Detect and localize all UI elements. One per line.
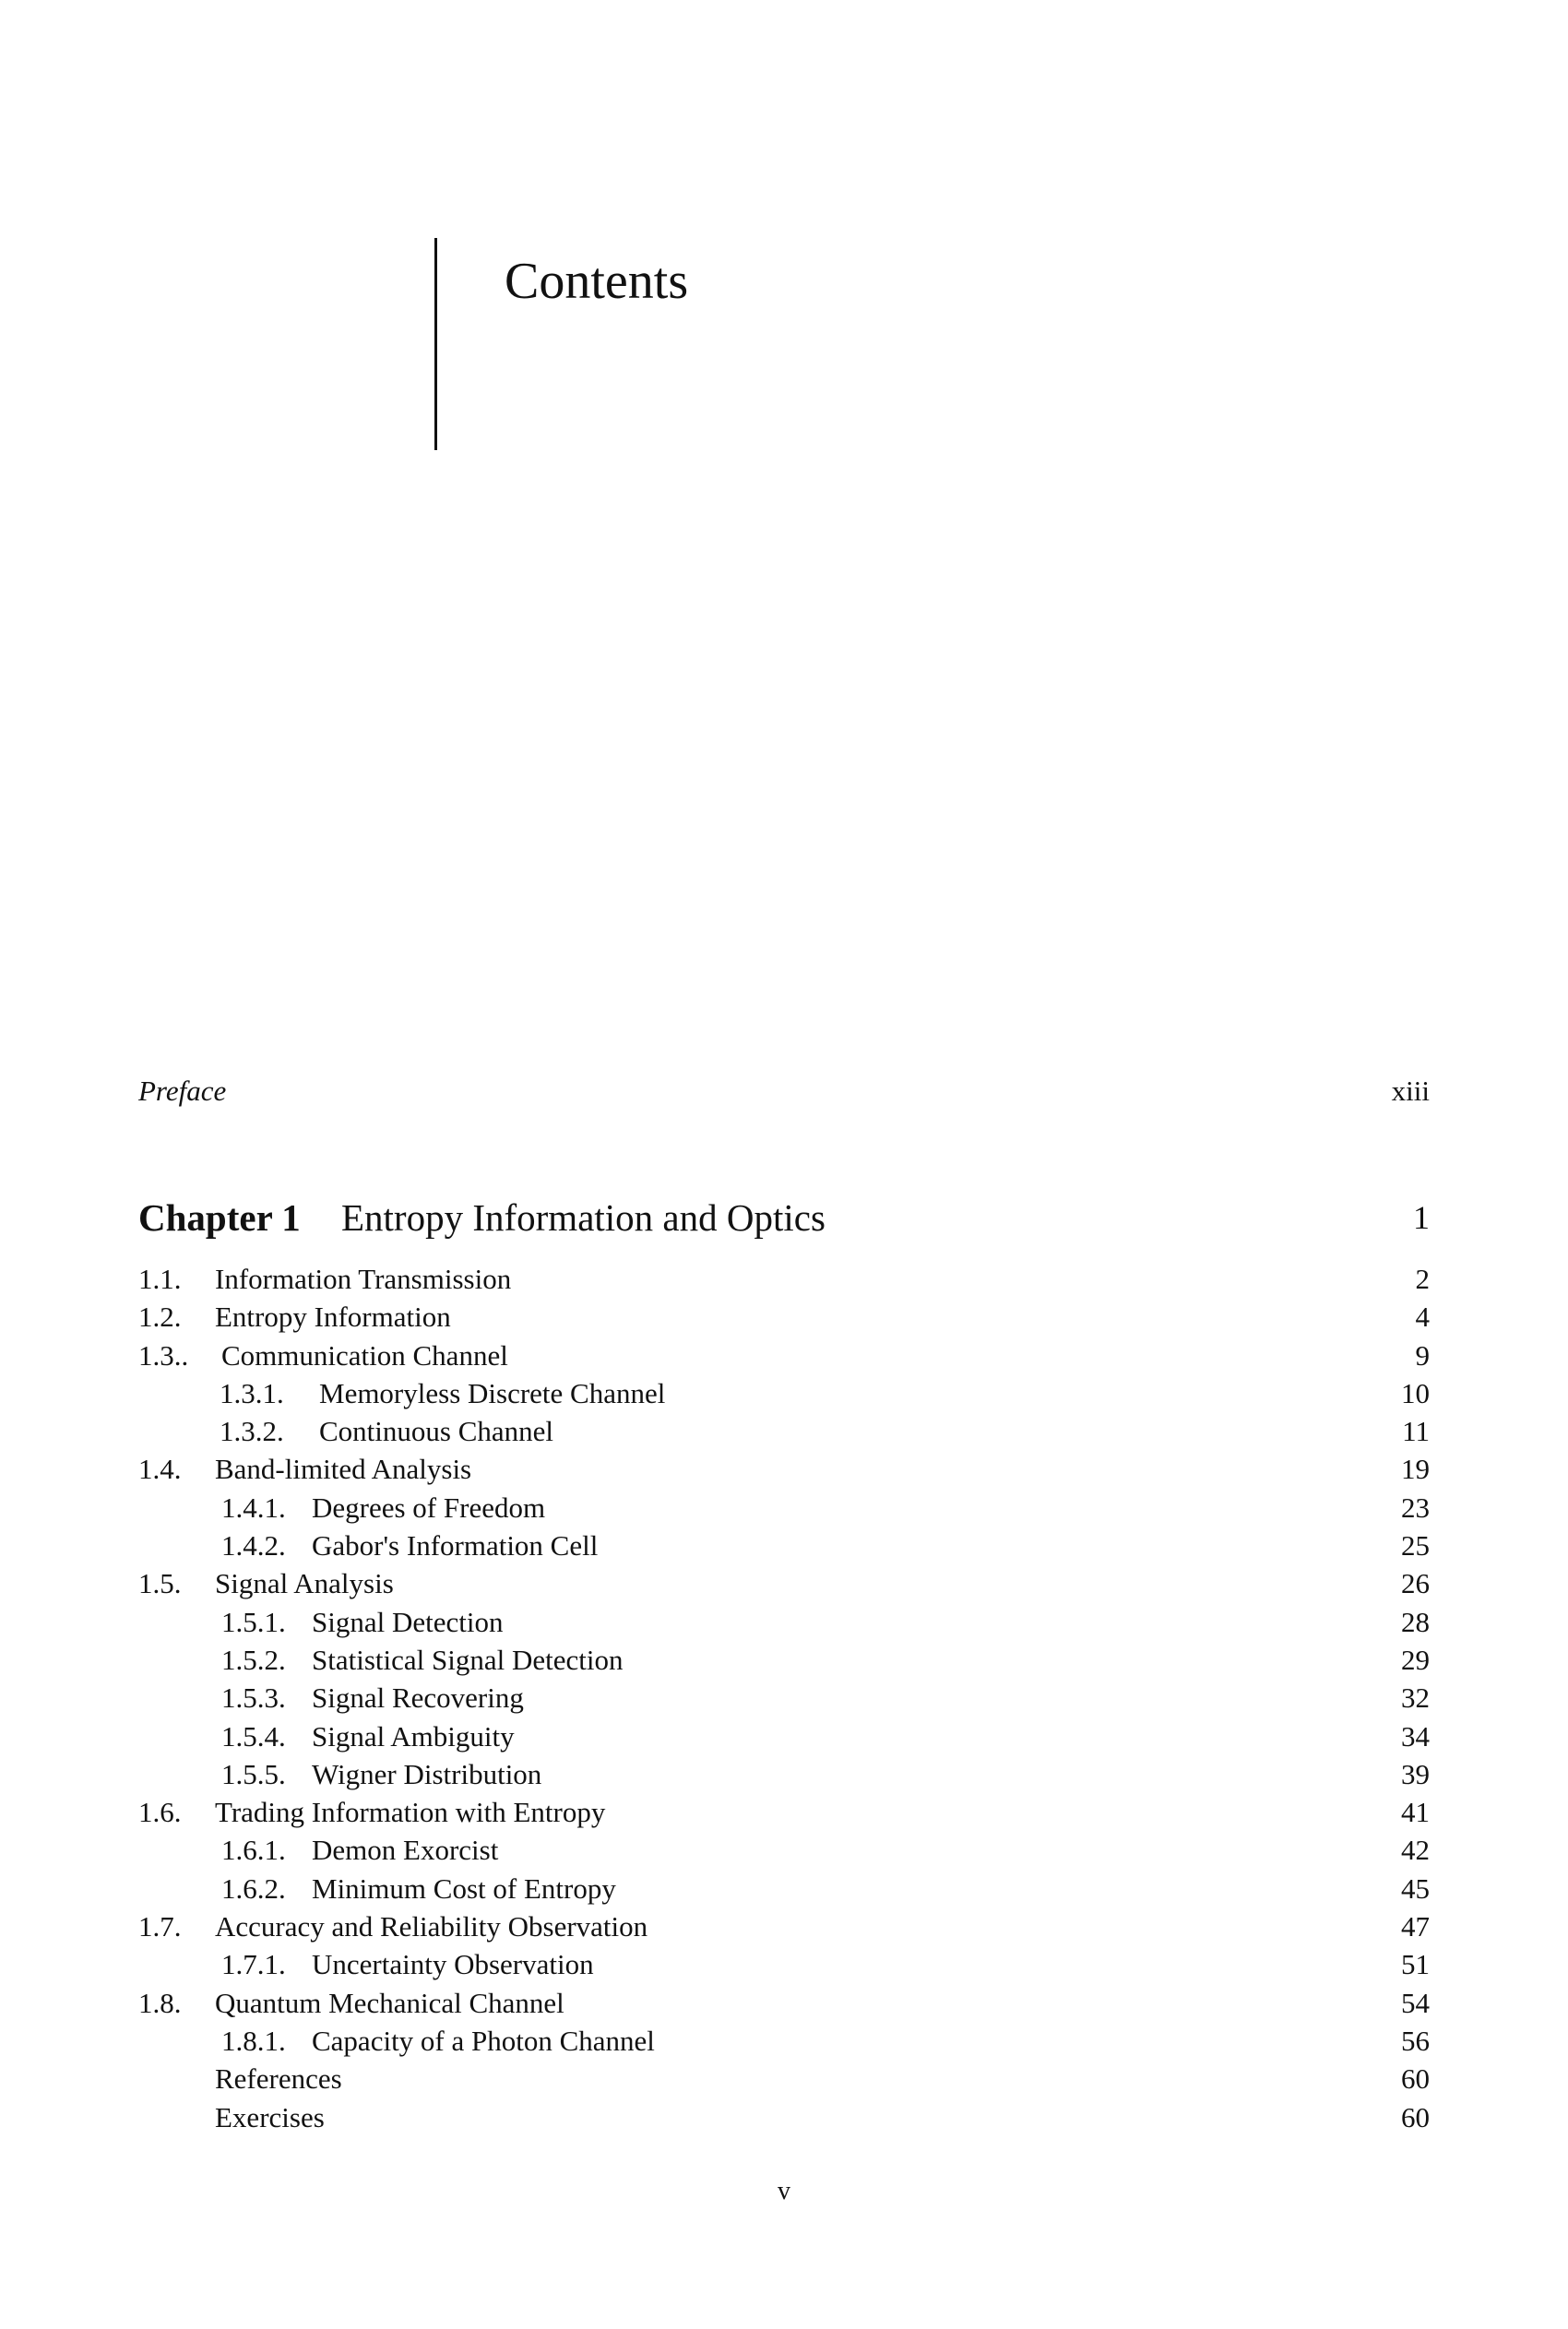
entry-number: 1.5.1. (221, 1605, 286, 1638)
preface-label: Preface (138, 1075, 227, 1107)
entry-title: Degrees of Freedom (312, 1491, 546, 1524)
chapter-heading[interactable] (138, 1190, 1430, 1245)
entry-title: Accuracy and Reliability Observation (215, 1910, 648, 1943)
entry-title: Signal Recovering (312, 1681, 524, 1715)
entry-page: 60 (1401, 2100, 1430, 2133)
toc-entry[interactable] (138, 1984, 1430, 2022)
toc-entry[interactable] (138, 1907, 1430, 1945)
entry-number: 1.5.3. (221, 1681, 286, 1715)
entry-title: Band-limited Analysis (215, 1453, 472, 1486)
toc-entry[interactable] (138, 1450, 1430, 1488)
toc-subentry[interactable] (138, 2022, 1430, 2060)
entry-number: 1.7.1. (221, 1948, 286, 1981)
toc-entry-preface[interactable] (138, 1070, 1430, 1112)
entry-title: Trading Information with Entropy (215, 1796, 606, 1829)
entry-title: Information Transmission (215, 1263, 512, 1295)
entry-number: 1.4.1. (221, 1491, 286, 1524)
toc-entry[interactable] (138, 1260, 1430, 1298)
toc-entry-exercises[interactable] (138, 2098, 1430, 2136)
entry-number: 1.8. (138, 1986, 182, 2019)
entry-title: Minimum Cost of Entropy (312, 1872, 616, 1905)
entry-page: 19 (1401, 1453, 1430, 1486)
entry-page: 9 (1415, 1338, 1430, 1372)
toc-subentry[interactable] (138, 1755, 1430, 1793)
entry-number: 1.1. (138, 1263, 182, 1295)
entry-title: Gabor's Information Cell (312, 1529, 599, 1563)
toc-entry[interactable] (138, 1298, 1430, 1336)
toc-subentry[interactable] (138, 1527, 1430, 1564)
entry-number: 1.3.2. (220, 1415, 284, 1448)
toc-subentry[interactable] (138, 1945, 1430, 1983)
entry-title: Statistical Signal Detection (312, 1643, 624, 1676)
toc-subentry[interactable] (138, 1489, 1430, 1527)
toc-subentry[interactable] (138, 1717, 1430, 1755)
entry-page: 4 (1415, 1301, 1430, 1334)
entry-number: 1.4.2. (221, 1529, 286, 1563)
entry-title: Signal Ambiguity (312, 1719, 515, 1753)
entry-page: 26 (1401, 1567, 1430, 1600)
entry-title: Continuous Channel (319, 1415, 554, 1448)
entry-number: 1.3.1. (220, 1376, 284, 1409)
page-number: v (778, 2177, 790, 2205)
toc-subentry[interactable] (138, 1412, 1430, 1450)
toc-entry-references[interactable] (138, 2060, 1430, 2097)
entry-title: Quantum Mechanical Channel (215, 1986, 564, 2019)
entry-page: 47 (1401, 1910, 1430, 1943)
entry-title: Demon Exorcist (312, 1834, 499, 1867)
title-rule (434, 238, 437, 450)
toc-subentry[interactable] (138, 1603, 1430, 1641)
entry-number: 1.7. (138, 1910, 182, 1943)
entry-number: 1.6.1. (221, 1834, 286, 1867)
entry-number: 1.6. (138, 1796, 182, 1829)
toc-subentry[interactable] (138, 1870, 1430, 1907)
entry-title: Signal Analysis (215, 1567, 394, 1600)
entry-page: 11 (1402, 1415, 1430, 1448)
chapter-title: Entropy Information and Optics (341, 1196, 826, 1239)
entry-number: 1.5.2. (221, 1643, 286, 1676)
entry-number: 1.3.. (138, 1338, 189, 1372)
toc-entry[interactable] (138, 1337, 1430, 1374)
toc-entry[interactable] (138, 1564, 1430, 1602)
toc-entry[interactable] (138, 1793, 1430, 1831)
entry-number: 1.6.2. (221, 1872, 286, 1905)
entry-title: Wigner Distribution (312, 1757, 542, 1790)
entry-title: Memoryless Discrete Channel (319, 1376, 666, 1409)
entry-number: 1.4. (138, 1453, 182, 1486)
entry-page: 51 (1401, 1948, 1430, 1981)
entry-page: 41 (1401, 1796, 1430, 1829)
entry-page: 42 (1401, 1834, 1430, 1867)
entry-page: 2 (1415, 1263, 1430, 1295)
entry-title: Communication Channel (221, 1338, 508, 1372)
entry-page: 23 (1401, 1491, 1430, 1524)
toc-subentry[interactable] (138, 1679, 1430, 1717)
entry-page: 39 (1401, 1757, 1430, 1790)
toc-list (138, 1260, 1430, 2136)
entry-title: References (215, 2062, 342, 2096)
entry-number: 1.5.4. (221, 1719, 286, 1753)
toc-subentry[interactable] (138, 1831, 1430, 1869)
toc-subentry[interactable] (138, 1641, 1430, 1679)
entry-page: 45 (1401, 1872, 1430, 1905)
chapter-page: 1 (1413, 1199, 1430, 1236)
entry-page: 54 (1401, 1986, 1430, 2019)
entry-number: 1.2. (138, 1301, 182, 1334)
entry-page: 34 (1401, 1719, 1430, 1753)
entry-title: Uncertainty Observation (312, 1948, 594, 1981)
chapter-number: Chapter 1 (138, 1196, 301, 1239)
entry-page: 56 (1401, 2024, 1430, 2057)
entry-page: 10 (1401, 1376, 1430, 1409)
entry-title: Signal Detection (312, 1605, 504, 1638)
entry-number: 1.5. (138, 1567, 182, 1600)
entry-title: Entropy Information (215, 1301, 451, 1334)
entry-page: 60 (1401, 2062, 1430, 2096)
entry-page: 25 (1401, 1529, 1430, 1563)
entry-title: Capacity of a Photon Channel (312, 2024, 655, 2057)
page-title: Contents (505, 253, 689, 310)
entry-page: 28 (1401, 1605, 1430, 1638)
toc-subentry[interactable] (138, 1374, 1430, 1412)
entry-number: 1.5.5. (221, 1757, 286, 1790)
entry-number: 1.8.1. (221, 2024, 286, 2057)
entry-page: 32 (1401, 1681, 1430, 1715)
entry-title: Exercises (215, 2100, 325, 2133)
entry-page: 29 (1401, 1643, 1430, 1676)
preface-page: xiii (1391, 1075, 1430, 1107)
